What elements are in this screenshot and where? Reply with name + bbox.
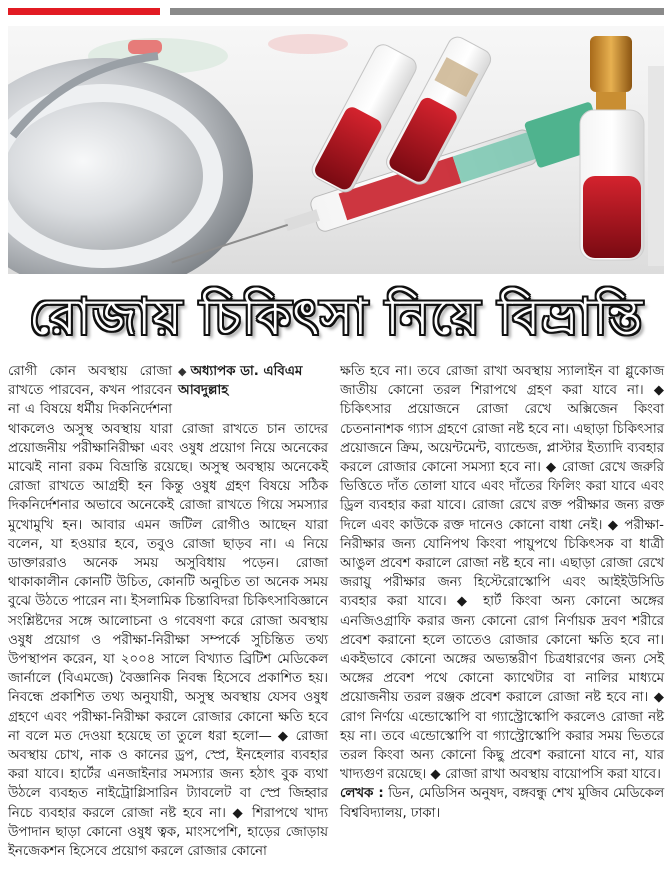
article-photo: [8, 26, 664, 274]
headline: রোজায় চিকিৎসা নিয়ে বিভ্রান্তি: [28, 288, 644, 346]
author-note: [340, 784, 664, 822]
rule-bar: [170, 8, 664, 15]
article-column-left: [8, 362, 328, 861]
author-note-text: ডিন, মেডিসিন অনুষদ, বঙ্গবন্ধু শেখ মুজিব মেডিকেল বিশ্ববিদ্যালয়, ঢাকা।: [340, 786, 664, 821]
author-note-label: লেখক :: [340, 786, 384, 802]
byline: [178, 362, 328, 400]
author-name: অধ্যাপক ডা. এবিএম আবদুল্লাহ: [178, 364, 303, 399]
bullet-icon: ◆: [178, 365, 187, 378]
accent-bar: [8, 8, 160, 15]
article-body-right: ক্ষতি হবে না। তবে রোজা রাখা অবস্থায় স্যালাইন বা গ্লুকোজ জাতীয় কোনো তরল শিরাপথে গ্রহণ করা যাবে না। ◆ চিকিৎসার প্রয়োজনে রোজা রেখে অক্সিজেন কিংবা চেতনানাশক গ্যাস গ্রহণে রোজা নষ্ট হবে না। এছাড়া চিকিৎসার প্রয়োজনে ক্রিম, অয়েন্টমেন্ট, ব্যান্ডেজ, প্লাস্টার ইত্যাদি ব্যবহার করলে রোজার কোনো সমস্যা হবে না। ◆ রোজা রেখে জরুরি ভিত্তিতে দাঁত তোলা যাবে এবং দাঁতের ফিলিং করা যাবে এবং ড্রিল ব্যবহার করা যাবে। রোজা রেখে রক্ত পরীক্ষার জন্য রক্ত দিলে এবং কাউকে রক্ত দানেও কোনো বাধা নেই। ◆ পরীক্ষা-নিরীক্ষার জন্য যোনিপথ কিংবা পায়ুপথে চিকিৎসক বা ধাত্রী আঙুল প্রবেশ করালে রোজা নষ্ট হবে না। এছাড়া রোজা রেখে জরায়ু পরীক্ষার জন্য হিস্টেরোস্কোপি এবং আইইউসিডি ব্যবহার করা যাবে। ◆ হার্ট কিংবা অন্য কোনো অঙ্গের এনজিওগ্রাফি করার জন্য কোনো রোগ নির্ণায়ক দ্রবণ শরীরে প্রবেশ করানো হলে তাতেও রোজার কোনো ক্ষতি হবে না। একইভাবে কোনো অঙ্গের অভ্যন্তরীণ চিত্রধারণের জন্য সেই অঙ্গের প্রবেশ পথে কোনো ক্যাথেটার বা নালির মাধ্যমে প্রয়োজনীয় তরল রঞ্জক প্রবেশ করালে রোজা নষ্ট হবে না। ◆ রোগ নির্ণয়ে এন্ডোস্কোপি বা গ্যাস্ট্রোস্কোপি করলেও রোজা নষ্ট হয় না। তবে এন্ডোস্কোপি বা গ্যাস্ট্রোস্কোপি করার সময় ভিতরে তরল কিংবা অন্য কোনো কিছু প্রবেশ করানো যাবে না, যার খাদ্যগুণ রয়েছে। ◆ রোজা রাখা অবস্থায় বায়োপসি করা যাবে।: [340, 364, 664, 783]
stethoscope-syringe-vials-photo: [8, 26, 664, 274]
article-column-right: [340, 362, 664, 823]
article-body-left: রোগী কোন অবস্থায় রোজা রাখতে পারবেন, কখন পারবেন না এ বিষয়ে ধর্মীয় দিকনির্দেশনা থাকলেও অসুস্থ অবস্থায় যারা রোজা রাখতে চান তাদের প্রয়োজনীয় পরীক্ষানিরীক্ষা এবং ওষুধ প্রয়োগ নিয়ে অনেকের মাঝেই নানা রকম বিভ্রান্তি রয়েছে। অসুস্থ অবস্থায় অনেকেই রোজা রাখতে আগ্রহী হন কিন্তু ওষুধ গ্রহণ বিষয়ে সঠিক দিকনির্দেশনার অভাবে অনেকেই রোজা রাখতে গিয়ে সমস্যার মুখোমুখি হন। আবার এমন জটিল রোগীও আছেন যারা বলেন, যা হওয়ার হবে, তবুও রোজা ছাড়ব না। এ নিয়ে ডাক্তাররাও অনেক সময় অসুবিধায় পড়েন। রোজা থাকাকালীন কোনটি উচিত, কোনটি অনুচিত তা অনেক সময় বুঝে উঠতে পারেন না। ইসলামিক চিন্তাবিদরা চিকিৎসাবিজ্ঞানে সংশ্লিষ্টদের সঙ্গে আলোচনা ও গবেষণা করে রোজা অবস্থায় ওষুধ প্রয়োগ ও পরীক্ষা-নিরীক্ষা সম্পর্কে সুচিন্তিত তথ্য উপস্থাপন করেন, যা ২০০৪ সালে বিখ্যাত ব্রিটিশ মেডিকেল জার্নালে (বিএমজে) বৈজ্ঞানিক নিবন্ধ হিসেবে প্রকাশিত হয়। নিবন্ধে প্রকাশিত তথ্য অনুযায়ী, অসুস্থ অবস্থায় যেসব ওষুধ গ্রহণে এবং পরীক্ষা-নিরীক্ষা করলে রোজার কোনো ক্ষতি হবে না বলে মত দেওয়া হয়েছে তা তুলে ধরা হলো— ◆ রোজা অবস্থায় চোখ, নাক ও কানের ড্রপ, স্প্রে, ইনহেলার ব্যবহার করা যাবে। হার্টের এনজাইনার সমস্যার জন্য হঠাৎ বুক ব্যথা উঠলে ব্যবহৃত নাইট্রোগ্লিসারিন ট্যাবলেট বা স্প্রে জিহ্বার নিচে ব্যবহার করলে রোজা নষ্ট হবে না। ◆ শিরাপথে খাদ্য উপাদান ছাড়া কোনো ওষুধ ত্বক, মাংসপেশি, হাড়ের জোড়ায় ইনজেকশন হিসেবে প্রয়োগ করলে রোজার কোনো: [8, 364, 328, 860]
